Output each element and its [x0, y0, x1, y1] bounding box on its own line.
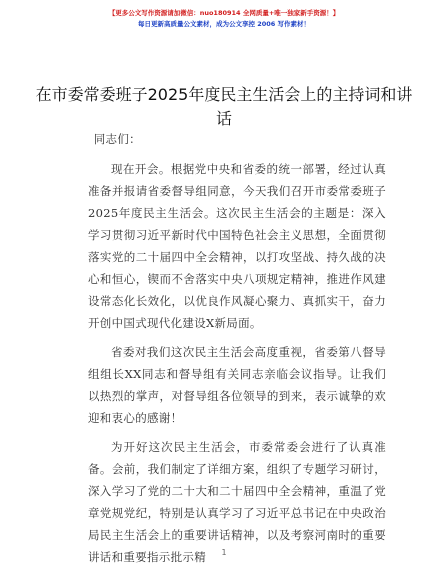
header-banner: [0, 8, 448, 30]
paragraph-2: 省委对我们这次民主生活会高度重视，省委第八督导组组长XX同志和督导组有关同志亲临会议指导。让我们以热烈的掌声，对督导组各位领导的到来，表示诚挚的欢迎和衷心的感谢！: [88, 345, 386, 425]
banner-line-2: 每日更新高质量公文素材，成为公文享控 2006 写作素材！: [137, 20, 311, 28]
page-number: 1: [221, 548, 227, 557]
banner-line-1: 【更多公文写作资源请加微信：nuo180914 全网质量+唯一独家新手资源！】: [108, 9, 340, 17]
greeting: 同志们：: [93, 132, 141, 146]
paragraph-1: 现在开会。根据党中央和省委的统一部署，经过认真准备并报请省委督导组同意，今天我们召开市委常委班子2025年度民主生活会。这次民主生活会的主题是：深入学习贯彻习近平新时代中国特色社会主义思想，全面贯彻落实党的二十届四中全会精神，以打攻坚战、持久战的决心和恒心，锲而不舍落实中央八项规定精神，推进作风建设常态化长效化，以优良作风凝心聚力、真抓实干，奋力开创中国式现代化建设X新局面。: [88, 162, 386, 330]
document-body: [88, 128, 386, 575]
document-title: 在市委常委班子2025年度民主生活会上的主持词和讲话: [35, 85, 413, 128]
paragraph-3: 为开好这次民主生活会，市委常委会进行了认真准备。会前，我们制定了详细方案，组织了专题学习研讨，深入学习了党的二十大和二十届四中全会精神，重温了党章党规党纪，特别是认真学习了习近平总书记在中央政治局民主生活会上的重要讲话精神，以及考察河南时的重要讲话和重要指示批示精: [88, 440, 386, 564]
